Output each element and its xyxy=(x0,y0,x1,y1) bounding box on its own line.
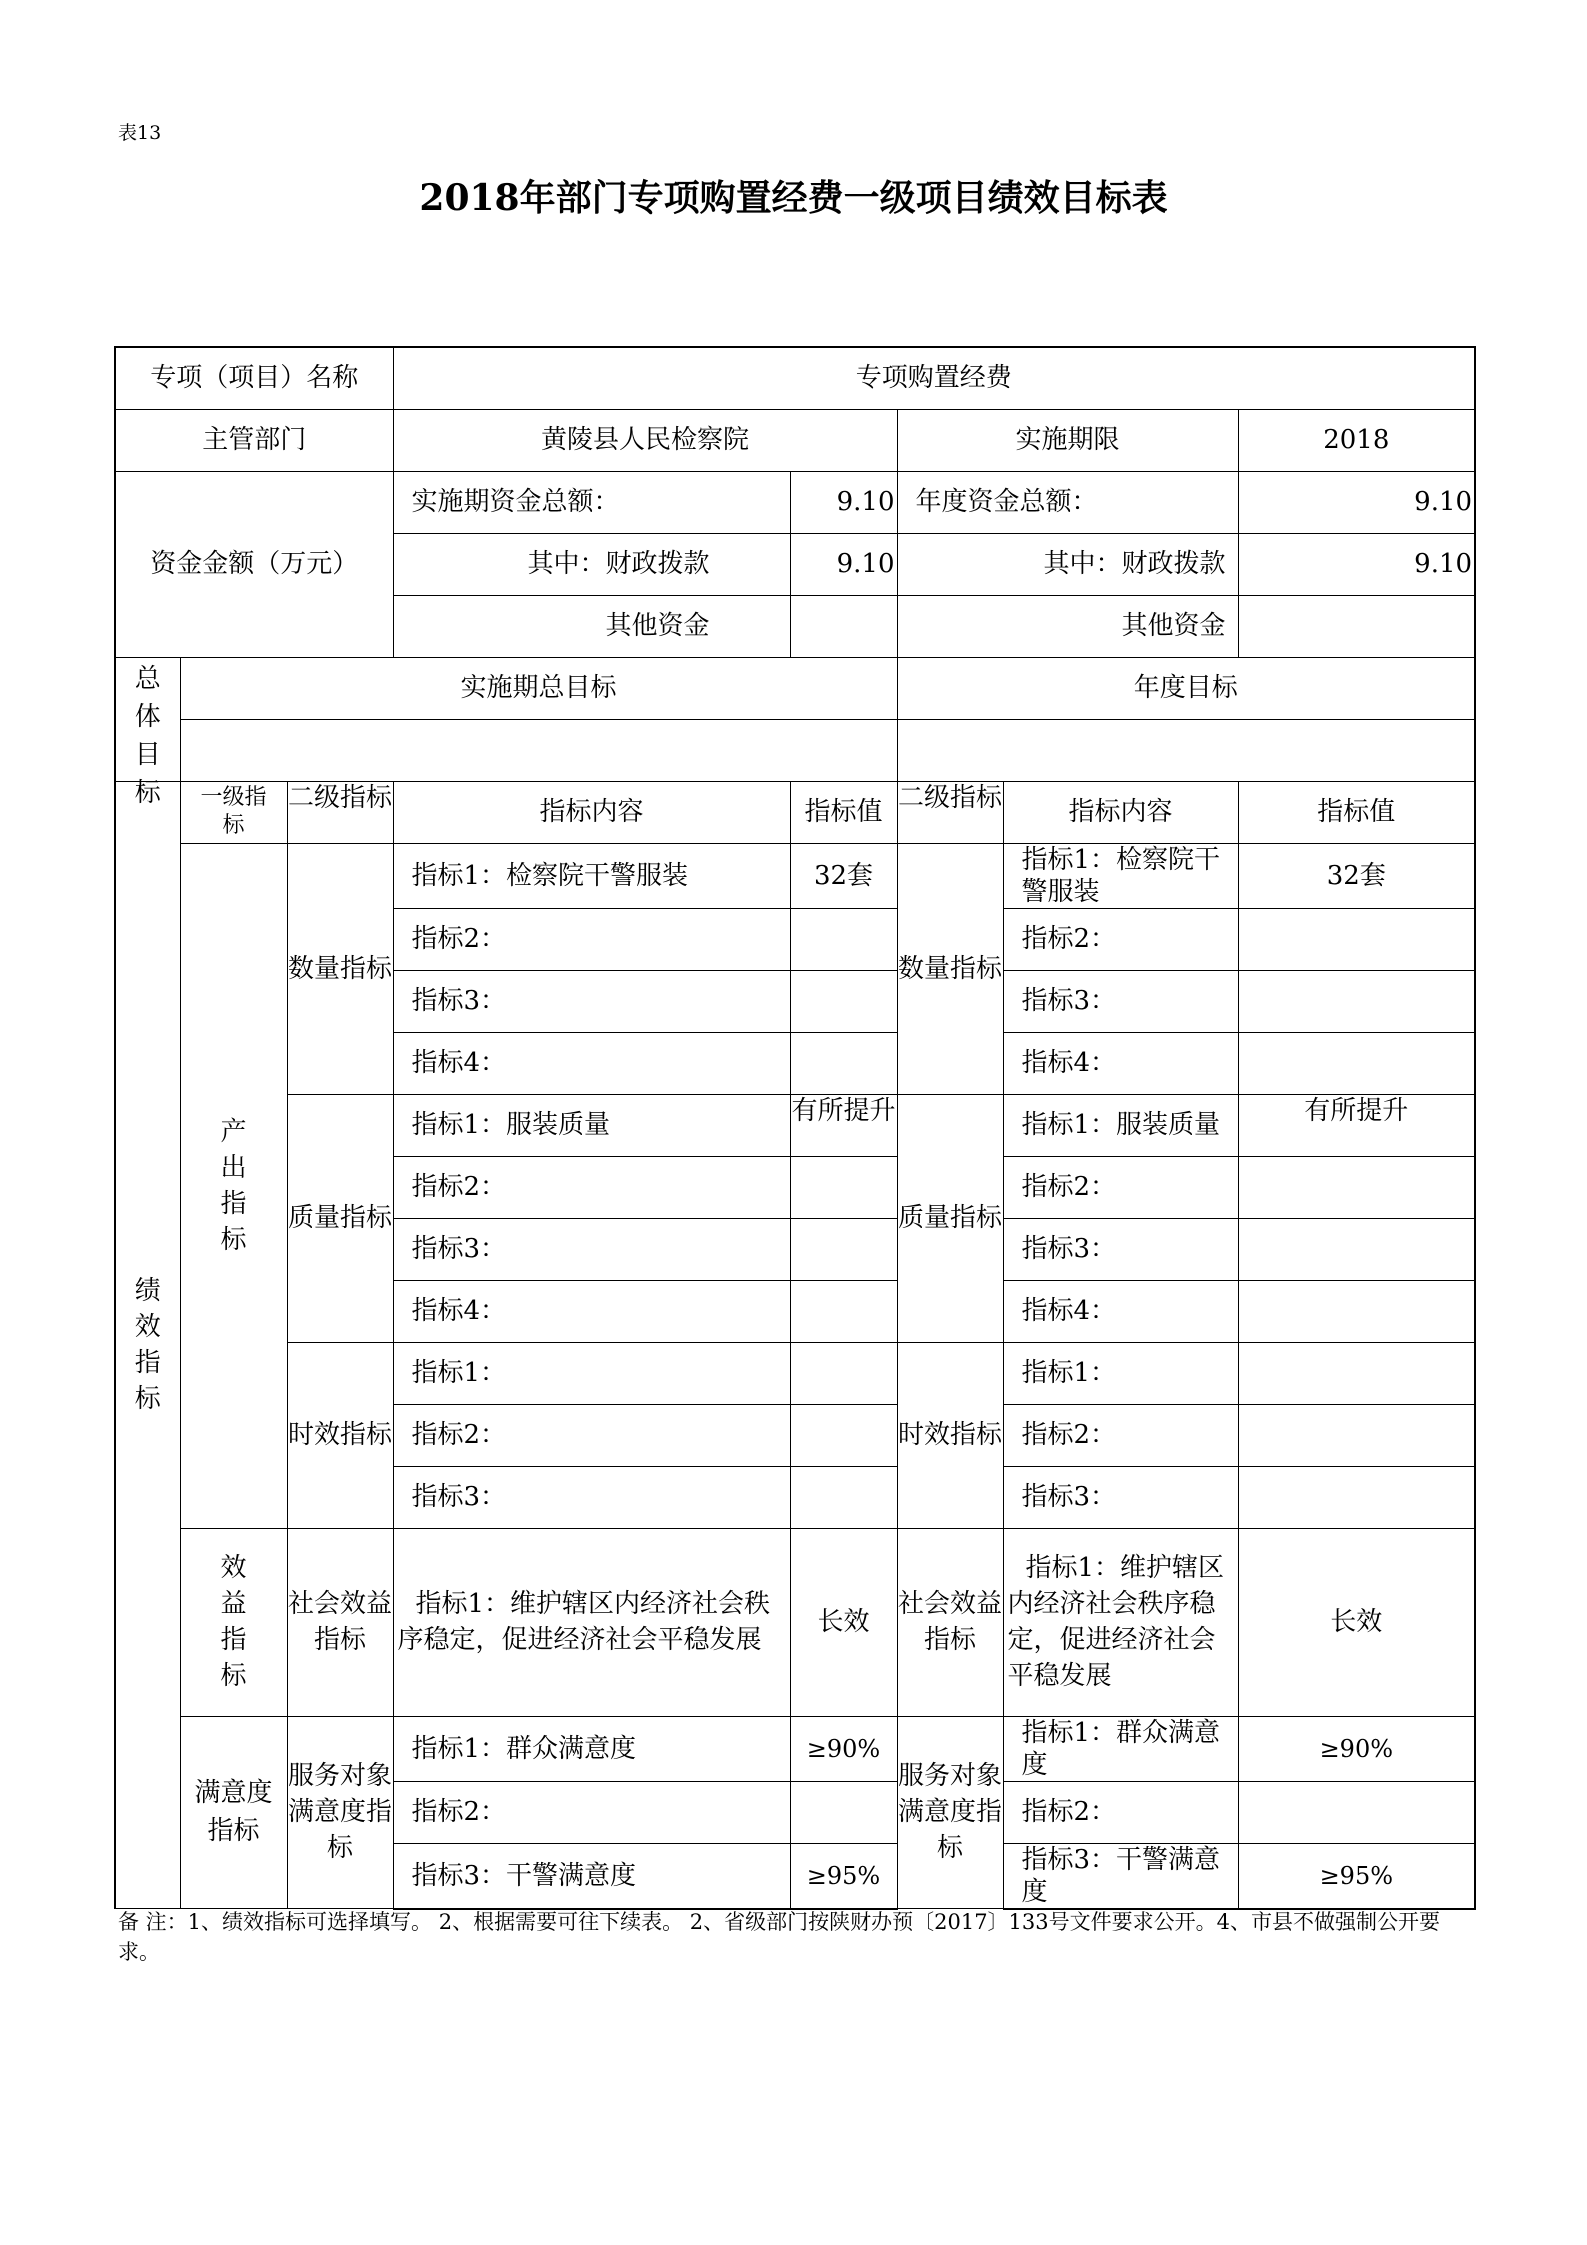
service-label: 服务对象满意度指标 xyxy=(287,1716,393,1909)
performance-table xyxy=(114,346,1476,1910)
project-name-value: 专项购置经费 xyxy=(393,347,1475,409)
qlt-ind1-value-year: 有所提升 xyxy=(1238,1094,1475,1156)
tim-ind3-year: 指标3： xyxy=(1003,1466,1238,1528)
sat-ind3-value: ≥95% xyxy=(790,1843,897,1909)
dept-label: 主管部门 xyxy=(115,409,393,471)
social-label: 社会效益指标 xyxy=(287,1528,393,1716)
total-year-value: 9.10 xyxy=(1238,471,1475,533)
social-ind1-year: 指标1：维护辖区内经济社会秩序稳定，促进经济社会平稳发展 xyxy=(1003,1528,1238,1716)
qty-ind1-year: 指标1：检察院干警服装 xyxy=(1003,843,1238,908)
tim-ind2-value-year xyxy=(1238,1404,1475,1466)
tim-ind1-value xyxy=(790,1342,897,1404)
quality-label-year: 质量指标 xyxy=(897,1094,1003,1342)
qlt-ind2-value xyxy=(790,1156,897,1218)
sat-ind3: 指标3：干警满意度 xyxy=(393,1843,790,1909)
qlt-ind1-value: 有所提升 xyxy=(790,1094,897,1156)
total-period-label: 实施期资金总额： xyxy=(393,471,790,533)
funds-label: 资金金额（万元） xyxy=(115,471,393,657)
qlt-ind2: 指标2： xyxy=(393,1156,790,1218)
header-level2-year: 二级指标 xyxy=(897,781,1003,843)
qlt-ind4-year: 指标4： xyxy=(1003,1280,1238,1342)
tim-ind2-year: 指标2： xyxy=(1003,1404,1238,1466)
qlt-ind4: 指标4： xyxy=(393,1280,790,1342)
goal-period-label: 实施期总目标 xyxy=(180,657,897,719)
sat-ind2-year: 指标2： xyxy=(1003,1781,1238,1843)
tim-ind2: 指标2： xyxy=(393,1404,790,1466)
other-period-value xyxy=(790,595,897,657)
goal-period-value xyxy=(180,719,897,781)
qty-ind4-value-year xyxy=(1238,1032,1475,1094)
total-period-value: 9.10 xyxy=(790,471,897,533)
quantity-label: 数量指标 xyxy=(287,843,393,1094)
qty-ind2: 指标2： xyxy=(393,908,790,970)
sat-ind1-value-year: ≥90% xyxy=(1238,1716,1475,1781)
tim-ind2-value xyxy=(790,1404,897,1466)
sat-ind2-value xyxy=(790,1781,897,1843)
social-ind1: 指标1：维护辖区内经济社会秩序稳定，促进经济社会平稳发展 xyxy=(393,1528,790,1716)
qty-ind3: 指标3： xyxy=(393,970,790,1032)
qty-ind4: 指标4： xyxy=(393,1032,790,1094)
sat-ind1-year: 指标1：群众满意度 xyxy=(1003,1716,1238,1781)
goal-label: 总体目标 xyxy=(115,657,180,781)
qlt-ind3: 指标3： xyxy=(393,1218,790,1280)
project-name-label: 专项（项目）名称 xyxy=(115,347,393,409)
page-title: 2018年部门专项购置经费一级项目绩效目标表 xyxy=(419,177,1168,219)
header-value: 指标值 xyxy=(790,781,897,843)
dept-value: 黄陵县人民检察院 xyxy=(393,409,897,471)
qlt-ind4-value-year xyxy=(1238,1280,1475,1342)
social-label-year: 社会效益指标 xyxy=(897,1528,1003,1716)
tim-ind3: 指标3： xyxy=(393,1466,790,1528)
fiscal-year-label: 其中：财政拨款 xyxy=(897,533,1238,595)
period-label: 实施期限 xyxy=(897,409,1238,471)
tim-ind3-value xyxy=(790,1466,897,1528)
header-level2: 二级指标 xyxy=(287,781,393,843)
header-content-year: 指标内容 xyxy=(1003,781,1238,843)
qty-ind4-year: 指标4： xyxy=(1003,1032,1238,1094)
header-level1: 一级指标 xyxy=(180,781,287,843)
qlt-ind2-value-year xyxy=(1238,1156,1475,1218)
benefit-label: 效益指标 xyxy=(180,1528,287,1716)
timeliness-label: 时效指标 xyxy=(287,1342,393,1528)
qlt-ind4-value xyxy=(790,1280,897,1342)
sat-ind2: 指标2： xyxy=(393,1781,790,1843)
other-year-value xyxy=(1238,595,1475,657)
sat-ind2-value-year xyxy=(1238,1781,1475,1843)
fiscal-period-value: 9.10 xyxy=(790,533,897,595)
table-tag: 表13 xyxy=(118,122,162,144)
service-label-year: 服务对象满意度指标 xyxy=(897,1716,1003,1909)
qlt-ind1: 指标1：服装质量 xyxy=(393,1094,790,1156)
satisfaction-label: 满意度指标 xyxy=(180,1716,287,1909)
sat-ind1-value: ≥90% xyxy=(790,1716,897,1781)
sat-ind3-year: 指标3：干警满意度 xyxy=(1003,1843,1238,1909)
perf-label: 绩效指标 xyxy=(115,781,180,1909)
fiscal-year-value: 9.10 xyxy=(1238,533,1475,595)
social-ind1-value-year: 长效 xyxy=(1238,1528,1475,1716)
qty-ind1-value: 32套 xyxy=(790,843,897,908)
other-period-label: 其他资金 xyxy=(393,595,790,657)
qlt-ind3-value xyxy=(790,1218,897,1280)
tim-ind1-value-year xyxy=(1238,1342,1475,1404)
sat-ind3-value-year: ≥95% xyxy=(1238,1843,1475,1909)
tim-ind1-year: 指标1： xyxy=(1003,1342,1238,1404)
qlt-ind3-value-year xyxy=(1238,1218,1475,1280)
timeliness-label-year: 时效指标 xyxy=(897,1342,1003,1528)
footnote: 备 注：1、绩效指标可选择填写。 2、根据需要可往下续表。 2、省级部门按陕财办预〔2017〕133号文件要求公开。4、市县不做强制公开要求。 xyxy=(118,1910,1440,1964)
total-year-label: 年度资金总额： xyxy=(897,471,1238,533)
qty-ind2-value xyxy=(790,908,897,970)
qty-ind3-year: 指标3： xyxy=(1003,970,1238,1032)
header-value-year: 指标值 xyxy=(1238,781,1475,843)
goal-year-label: 年度目标 xyxy=(897,657,1475,719)
social-ind1-value: 长效 xyxy=(790,1528,897,1716)
qty-ind3-value-year xyxy=(1238,970,1475,1032)
qlt-ind1-year: 指标1：服装质量 xyxy=(1003,1094,1238,1156)
tim-ind1: 指标1： xyxy=(393,1342,790,1404)
qlt-ind3-year: 指标3： xyxy=(1003,1218,1238,1280)
fiscal-period-label: 其中：财政拨款 xyxy=(393,533,790,595)
sat-ind1: 指标1：群众满意度 xyxy=(393,1716,790,1781)
goal-year-value xyxy=(897,719,1475,781)
qty-ind2-value-year xyxy=(1238,908,1475,970)
qlt-ind2-year: 指标2： xyxy=(1003,1156,1238,1218)
quality-label: 质量指标 xyxy=(287,1094,393,1342)
qty-ind4-value xyxy=(790,1032,897,1094)
qty-ind1: 指标1：检察院干警服装 xyxy=(393,843,790,908)
header-content: 指标内容 xyxy=(393,781,790,843)
other-year-label: 其他资金 xyxy=(897,595,1238,657)
qty-ind1-value-year: 32套 xyxy=(1238,843,1475,908)
qty-ind3-value xyxy=(790,970,897,1032)
period-value: 2018 xyxy=(1238,409,1475,471)
quantity-label-year: 数量指标 xyxy=(897,843,1003,1094)
tim-ind3-value-year xyxy=(1238,1466,1475,1528)
output-label: 产出指标 xyxy=(180,843,287,1528)
qty-ind2-year: 指标2： xyxy=(1003,908,1238,970)
